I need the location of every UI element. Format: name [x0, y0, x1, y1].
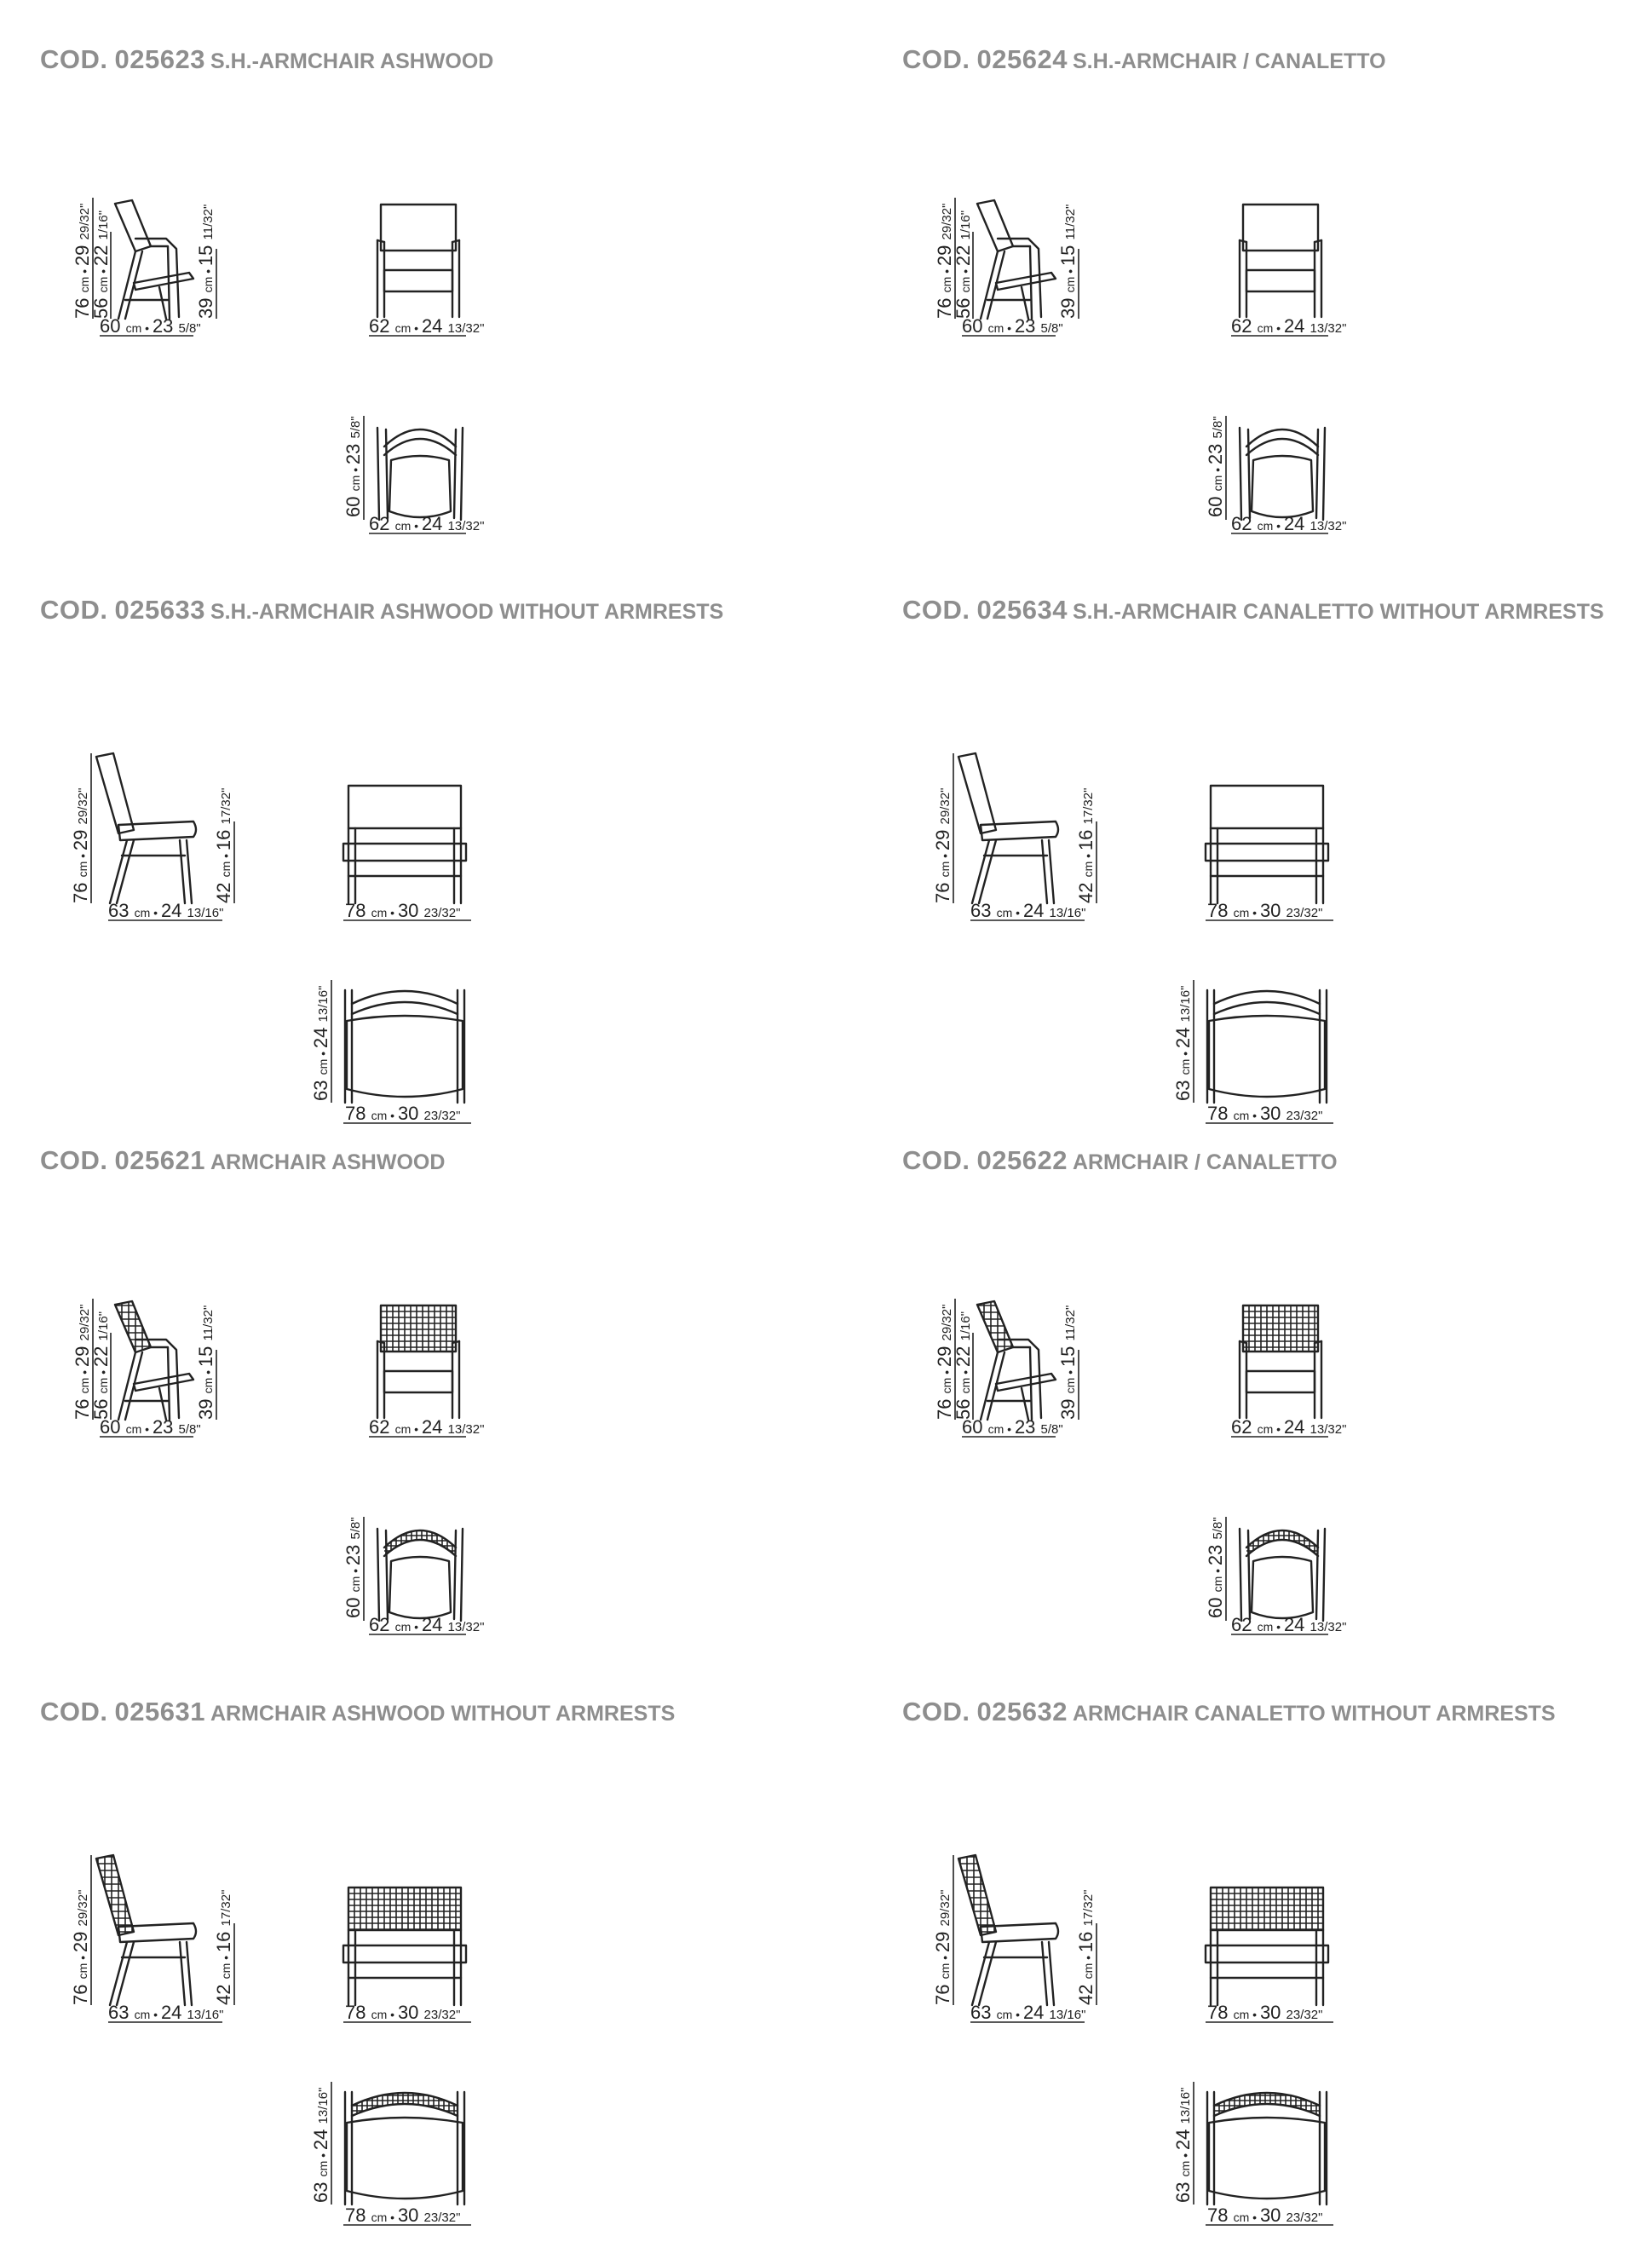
- front-view-drawing: [369, 205, 484, 337]
- chair-technical-drawings: [40, 595, 892, 1140]
- height-dim-label: 76 cm • 29 29/32": [934, 203, 955, 319]
- height-dim-label: 76 cm • 29 29/32": [72, 1304, 93, 1420]
- side-view-drawing: [932, 1850, 1097, 2023]
- front-view-drawing: [343, 786, 471, 921]
- front-view-drawing: [1231, 1305, 1346, 1438]
- top-view-drawing: [310, 2080, 471, 2226]
- arm-height-dim-label: 56 cm • 22 1/16": [953, 210, 974, 319]
- product-block: [40, 1145, 892, 1691]
- front-view-drawing: [1231, 205, 1346, 337]
- arm-height-dim-label: 56 cm • 22 1/16": [90, 210, 112, 319]
- chair-technical-drawings: [40, 1145, 892, 1691]
- front-width-dim-label: 62 cm • 24 13/32": [369, 1416, 485, 1438]
- product-code: 025634: [976, 595, 1068, 625]
- product-code: 025633: [114, 595, 205, 625]
- side-view-drawing: [934, 198, 1079, 337]
- code-prefix: COD.: [902, 1697, 970, 1726]
- top-depth-dim-label: 60 cm • 23 5/8": [1205, 1517, 1226, 1618]
- code-prefix: COD.: [40, 1145, 108, 1175]
- product-name: ARMCHAIR / CANALETTO: [1072, 1150, 1338, 1174]
- product-name: S.H.-ARMCHAIR / CANALETTO: [1072, 49, 1386, 73]
- seat-height-dim-label: 42 cm • 16 17/32": [213, 787, 234, 903]
- front-width-dim-label: 62 cm • 24 13/32": [1231, 1416, 1347, 1438]
- product-name: ARMCHAIR ASHWOOD: [210, 1150, 446, 1174]
- seat-height-dim-label: 42 cm • 16 17/32": [213, 1889, 234, 2005]
- woven-pattern: [348, 1888, 461, 1930]
- front-width-dim-label: 78 cm • 30 23/32": [1207, 2002, 1323, 2023]
- front-view-drawing: [1206, 786, 1333, 921]
- woven-pattern: [381, 1305, 456, 1352]
- depth-dim-label: 60 cm • 23 5/8": [100, 315, 201, 337]
- front-view-drawing: [343, 1888, 471, 2023]
- product-name: S.H.-ARMCHAIR CANALETTO WITHOUT ARMRESTS: [1072, 600, 1604, 624]
- product-code: 025624: [976, 44, 1068, 74]
- seat-height-dim-label: 39 cm • 15 11/32": [195, 204, 216, 319]
- chair-technical-drawings: [902, 44, 1652, 590]
- code-prefix: COD.: [40, 1697, 108, 1726]
- product-code: 025632: [976, 1697, 1068, 1726]
- seat-height-dim-label: 39 cm • 15 11/32": [1057, 1305, 1079, 1420]
- height-dim-label: 76 cm • 29 29/32": [934, 1304, 955, 1420]
- seat-height-dim-label: 42 cm • 16 17/32": [1075, 787, 1097, 903]
- seat-height-dim-label: 39 cm • 15 11/32": [195, 1305, 216, 1420]
- top-depth-dim-label: 63 cm • 24 13/16": [310, 2087, 331, 2203]
- depth-dim-label: 60 cm • 23 5/8": [100, 1416, 201, 1438]
- side-view-drawing: [934, 1299, 1079, 1438]
- chair-technical-drawings: [902, 595, 1652, 1140]
- chair-technical-drawings: [40, 44, 892, 590]
- top-view-drawing: [1205, 416, 1346, 534]
- top-width-dim-label: 62 cm • 24 13/32": [369, 513, 485, 534]
- product-block: [902, 595, 1652, 1140]
- top-view-drawing: [1205, 1517, 1346, 1635]
- arm-height-dim-label: 56 cm • 22 1/16": [90, 1311, 112, 1420]
- code-prefix: COD.: [902, 595, 970, 625]
- height-dim-label: 76 cm • 29 29/32": [932, 787, 953, 903]
- top-view-drawing: [1172, 980, 1333, 1124]
- product-name: ARMCHAIR CANALETTO WITHOUT ARMRESTS: [1072, 1702, 1556, 1726]
- code-prefix: COD.: [40, 44, 108, 74]
- chair-technical-drawings: [40, 1697, 892, 2242]
- side-view-drawing: [72, 1299, 216, 1438]
- product-block: [40, 1697, 892, 2242]
- top-view-drawing: [1172, 2080, 1333, 2226]
- top-view-drawing: [310, 980, 471, 1124]
- height-dim-label: 76 cm • 29 29/32": [70, 787, 91, 903]
- product-code: 025621: [114, 1145, 205, 1175]
- front-width-dim-label: 62 cm • 24 13/32": [1231, 315, 1347, 337]
- top-width-dim-label: 78 cm • 30 23/32": [1207, 2205, 1323, 2226]
- front-width-dim-label: 78 cm • 30 23/32": [345, 2002, 461, 2023]
- top-depth-dim-label: 60 cm • 23 5/8": [342, 1517, 364, 1618]
- top-width-dim-label: 62 cm • 24 13/32": [1231, 513, 1347, 534]
- front-width-dim-label: 78 cm • 30 23/32": [1207, 900, 1323, 921]
- depth-dim-label: 60 cm • 23 5/8": [962, 1416, 1063, 1438]
- product-block: [902, 44, 1652, 590]
- front-view-drawing: [1206, 1888, 1333, 2023]
- product-code: 025623: [114, 44, 205, 74]
- depth-dim-label: 63 cm • 24 13/16": [970, 2002, 1086, 2023]
- product-name: S.H.-ARMCHAIR ASHWOOD: [210, 49, 494, 73]
- height-dim-label: 76 cm • 29 29/32": [70, 1889, 91, 2005]
- side-view-drawing: [932, 753, 1097, 921]
- code-prefix: COD.: [902, 1145, 970, 1175]
- top-depth-dim-label: 63 cm • 24 13/16": [310, 985, 331, 1101]
- woven-pattern: [1243, 1305, 1318, 1352]
- top-depth-dim-label: 63 cm • 24 13/16": [1172, 985, 1194, 1101]
- seat-height-dim-label: 42 cm • 16 17/32": [1075, 1889, 1097, 2005]
- seat-height-dim-label: 39 cm • 15 11/32": [1057, 204, 1079, 319]
- arm-height-dim-label: 56 cm • 22 1/16": [953, 1311, 974, 1420]
- top-width-dim-label: 78 cm • 30 23/32": [345, 2205, 461, 2226]
- front-width-dim-label: 62 cm • 24 13/32": [369, 315, 485, 337]
- depth-dim-label: 63 cm • 24 13/16": [970, 900, 1086, 921]
- chair-technical-drawings: [902, 1697, 1652, 2242]
- chair-technical-drawings: [902, 1145, 1652, 1691]
- depth-dim-label: 63 cm • 24 13/16": [108, 900, 224, 921]
- top-depth-dim-label: 63 cm • 24 13/16": [1172, 2087, 1194, 2203]
- side-view-drawing: [70, 753, 234, 921]
- top-width-dim-label: 62 cm • 24 13/32": [369, 1614, 485, 1635]
- top-width-dim-label: 78 cm • 30 23/32": [1207, 1103, 1323, 1124]
- code-prefix: COD.: [902, 44, 970, 74]
- top-depth-dim-label: 60 cm • 23 5/8": [342, 416, 364, 517]
- top-depth-dim-label: 60 cm • 23 5/8": [1205, 416, 1226, 517]
- depth-dim-label: 60 cm • 23 5/8": [962, 315, 1063, 337]
- product-name: S.H.-ARMCHAIR ASHWOOD WITHOUT ARMRESTS: [210, 600, 724, 624]
- top-width-dim-label: 62 cm • 24 13/32": [1231, 1614, 1347, 1635]
- product-code: 025631: [114, 1697, 205, 1726]
- side-view-drawing: [72, 198, 216, 337]
- side-view-drawing: [70, 1850, 234, 2023]
- product-block: [40, 44, 892, 590]
- front-width-dim-label: 78 cm • 30 23/32": [345, 900, 461, 921]
- top-width-dim-label: 78 cm • 30 23/32": [345, 1103, 461, 1124]
- top-view-drawing: [342, 416, 484, 534]
- code-prefix: COD.: [40, 595, 108, 625]
- product-block: [40, 595, 892, 1140]
- product-name: ARMCHAIR ASHWOOD WITHOUT ARMRESTS: [210, 1702, 676, 1726]
- product-block: [902, 1697, 1652, 2242]
- depth-dim-label: 63 cm • 24 13/16": [108, 2002, 224, 2023]
- product-block: [902, 1145, 1652, 1691]
- front-view-drawing: [369, 1305, 484, 1438]
- product-code: 025622: [976, 1145, 1068, 1175]
- top-view-drawing: [342, 1517, 484, 1635]
- height-dim-label: 76 cm • 29 29/32": [932, 1889, 953, 2005]
- woven-pattern: [1211, 1888, 1323, 1930]
- height-dim-label: 76 cm • 29 29/32": [72, 203, 93, 319]
